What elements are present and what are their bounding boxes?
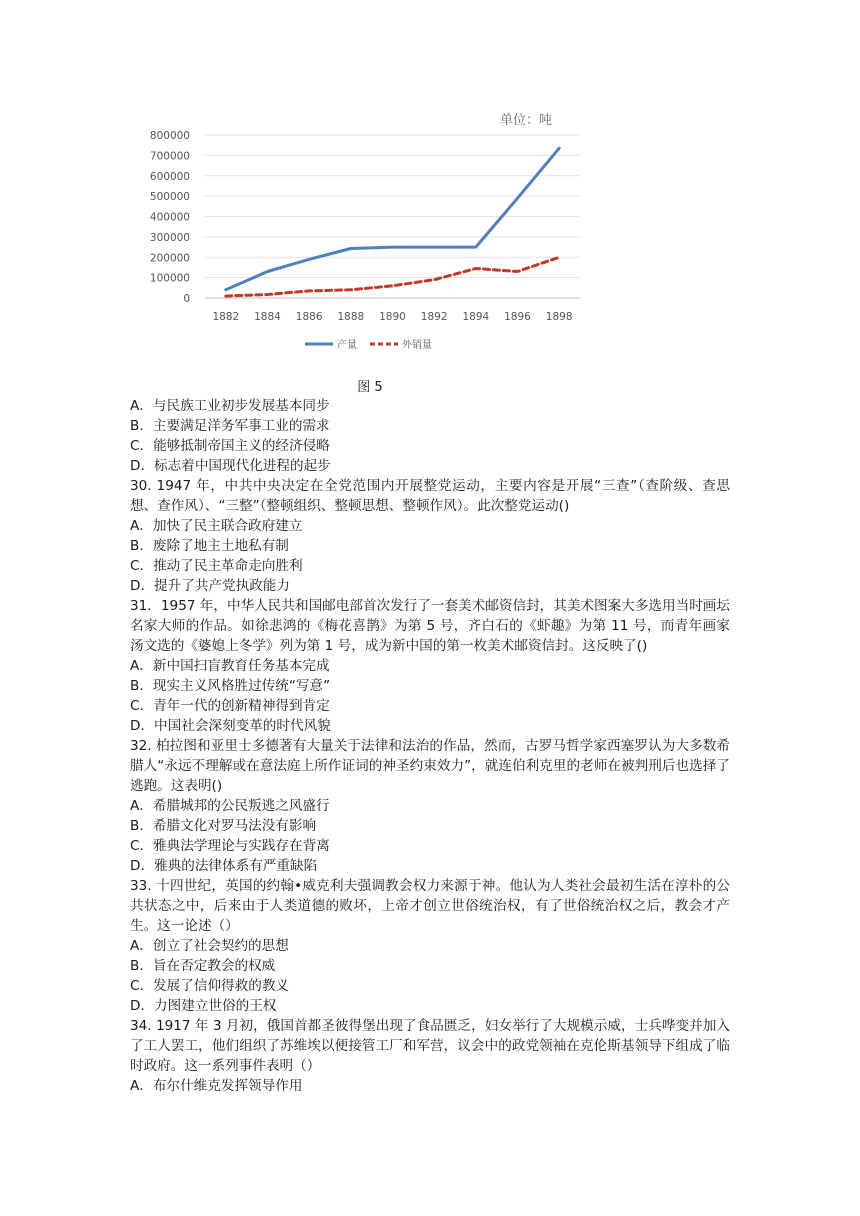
x-tick-label: 1884 (254, 311, 281, 323)
legend-label-export: 外销量 (402, 340, 432, 351)
q29-option-b: B．主要满足洋务军事工业的需求 (130, 418, 330, 434)
figure-caption: 图 5 (357, 380, 383, 395)
y-tick-label: 200000 (149, 252, 190, 265)
x-tick-label: 1894 (462, 311, 490, 323)
x-tick-label: 1888 (337, 311, 365, 323)
q32-option-a: A．希腊城邦的公民叛逃之风盛行 (130, 798, 330, 814)
q33-option-a: A．创立了社会契约的思想 (130, 938, 289, 954)
q30-option-d: D．提升了共产党执政能力 (130, 578, 290, 594)
legend-label-production: 产量 (337, 340, 357, 351)
x-tick-label: 1882 (212, 311, 240, 323)
q33-option-b: B．旨在否定教会的权威 (130, 958, 276, 974)
q33-option-d: D．力图建立世俗的王权 (130, 998, 277, 1014)
y-axis-ticks (150, 130, 190, 305)
q29-option-a: A．与民族工业初步发展基本同步 (130, 398, 330, 414)
y-tick-label: 700000 (149, 150, 190, 163)
q32-option-b: B．希腊文化对罗马法没有影响 (130, 818, 317, 834)
q30-stem: 30. 1947 年，中共中央决定在全党范围内开展整党运动，主要内容是开展“三查”（查阶级、查思想、查作风）、“三整”（整顿组织、整顿思想、整顿作风）。此次整党运动() (130, 478, 730, 514)
q30-option-a: A．加快了民主联合政府建立 (130, 518, 303, 534)
chart-unit-label: 单位：吨 (500, 113, 553, 128)
q31-option-b: B．现实主义风格胜过传统“写意” (130, 678, 331, 694)
q29-option-c: C．能够抵制帝国主义的经济侵略 (130, 438, 330, 454)
y-tick-label: 100000 (149, 272, 190, 285)
y-tick-label: 0 (183, 293, 190, 305)
q31-option-a: A．新中国扫盲教育任务基本完成 (130, 658, 330, 674)
q33-stem: 33. 十四世纪，英国的约翰•威克利夫强调教会权力来源于神。他认为人类社会最初生活在淳朴的公共状态之中，后来由于人类道德的败坏，上帝才创立世俗统治权，有了世俗统治权之后，教会才产生。这一论述（） (130, 878, 730, 934)
series-lines (226, 148, 559, 296)
x-tick-label: 1892 (420, 311, 448, 323)
y-tick-label: 300000 (149, 231, 190, 244)
line-chart (140, 100, 610, 362)
q34-option-a: A．布尔什维克发挥领导作用 (130, 1078, 303, 1094)
q30-option-c: C．推动了民主革命走向胜利 (130, 558, 303, 574)
q31-option-c: C．青年一代的创新精神得到肯定 (130, 698, 330, 714)
x-tick-label: 1886 (295, 311, 323, 323)
legend (305, 338, 432, 351)
q33-option-c: C．发展了信仰得救的教义 (130, 978, 290, 994)
q29-option-d: D．标志着中国现代化进程的起步 (130, 458, 331, 474)
y-tick-label: 800000 (149, 130, 190, 142)
y-tick-label: 400000 (149, 211, 190, 224)
q31-stem: 31．1957 年，中华人民共和国邮电部首次发行了一套美术邮资信封，其美术图案大多选用当时画坛名家大师的作品。如徐悲鸿的《梅花喜鹊》为第 5 号，齐白石的《虾趣》为第 11 号，而青年画家汤文选的《婆媳上冬学》列为第 1 号，成为新中国的第一枚美术邮资信封。这反映了() (130, 598, 730, 654)
q32-stem: 32. 柏拉图和亚里士多德著有大量关于法律和法治的作品，然而，古罗马哲学家西塞罗认为大多数希腊人“永远不理解或在意法庭上所作证词的神圣约束效力”，就连伯利克里的老师在被判刑后也选择了逃跑。这表明() (130, 738, 730, 794)
x-tick-label: 1896 (504, 311, 531, 323)
series-line-production (226, 148, 559, 290)
x-tick-label: 1890 (379, 311, 406, 323)
y-tick-label: 500000 (149, 191, 190, 204)
y-tick-label: 600000 (149, 170, 190, 183)
q32-option-d: D．雅典的法律体系有严重缺陷 (130, 858, 318, 874)
x-tick-label: 1898 (545, 311, 573, 323)
x-axis-ticks (212, 311, 572, 323)
q30-option-b: B．废除了地主土地私有制 (130, 538, 289, 554)
q31-option-d: D．中国社会深刻变革的时代风貌 (130, 718, 331, 734)
question-content (130, 396, 730, 1096)
series-line-export (226, 257, 559, 296)
q32-option-c: C．雅典法学理论与实践存在背离 (130, 838, 330, 854)
q34-stem: 34. 1917 年 3 月初，俄国首都圣彼得堡出现了食品匮乏，妇女举行了大规模示威，士兵哗变并加入了工人罢工，他们组织了苏维埃以便接管工厂和军营，议会中的政党领袖在克伦斯基领导下组成了临时政府。这一系列事件表明（） (130, 1018, 730, 1074)
